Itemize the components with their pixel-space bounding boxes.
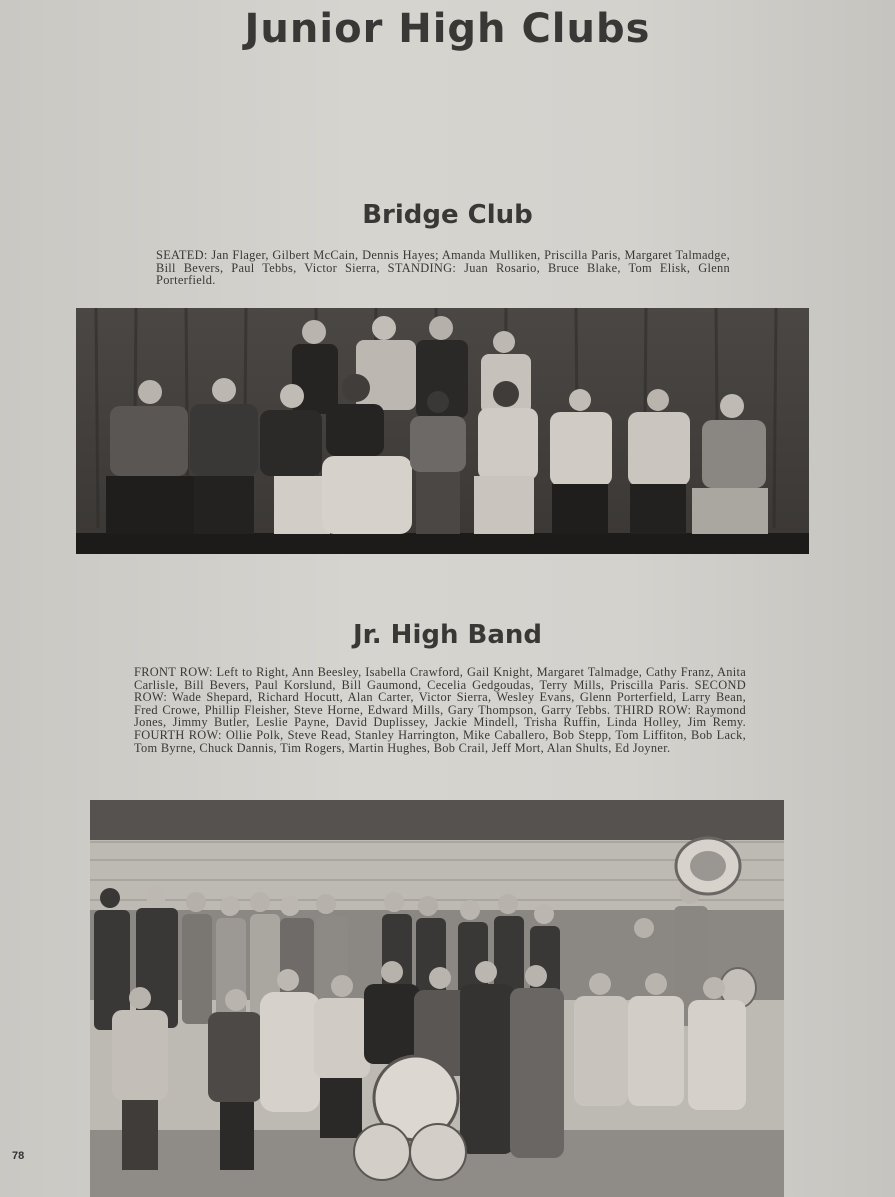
band-title: Jr. High Band [352,620,543,650]
bridge-club-caption: SEATED: Jan Flager, Gilbert McCain, Dennis Hayes; Amanda Mulliken, Priscilla Paris, Margaret Talmadge, Bill Bevers, Paul Tebbs, Victor Sierra, STANDING: Juan Rosario, Bruce Blake, Tom Elisk, Glenn Porterfield. [156,248,730,288]
bridge-club-photo [76,308,809,554]
bridge-club-title: Bridge Club [362,200,533,230]
page-number: 78 [12,1150,25,1162]
band-photo [90,800,784,1197]
band-caption: FRONT ROW: Left to Right, Ann Beesley, Isabella Crawford, Gail Knight, Margaret Talmadge, Cathy Franz, Anita Carlisle, Bill Bevers, Paul Korslund, Bill Gaumond, Cecelia Gedgoudas, Terry Mills, Priscilla Paris. SECOND ROW: Wade Shepard, Richard Hocutt, Alan Carter, Victor Sierra, Wesley Evans, Glenn Porterfield, Larry Bean, Fred Crowe, Phillip Fleisher, Steve Horne, Edward Mills, Gary Thompson, Garry Tebbs. THIRD ROW: Raymond Jones, Jimmy Butler, Leslie Payne, David Duplissey, Jackie Mindell, Trisha Ruffin, Linda Holley, Jim Remy. FOURTH ROW: Ollie Polk, Steve Read, Stanley Harrington, Mike Caballero, Bob Stepp, Tom Liffiton, Bob Lack, Tom Byrne, Chuck Dannis, Tim Rogers, Martin Hughes, Bob Crail, Jeff Mort, Alan Shults, Ed Joyner. [134,665,746,755]
page-title: Junior High Clubs [244,6,651,52]
